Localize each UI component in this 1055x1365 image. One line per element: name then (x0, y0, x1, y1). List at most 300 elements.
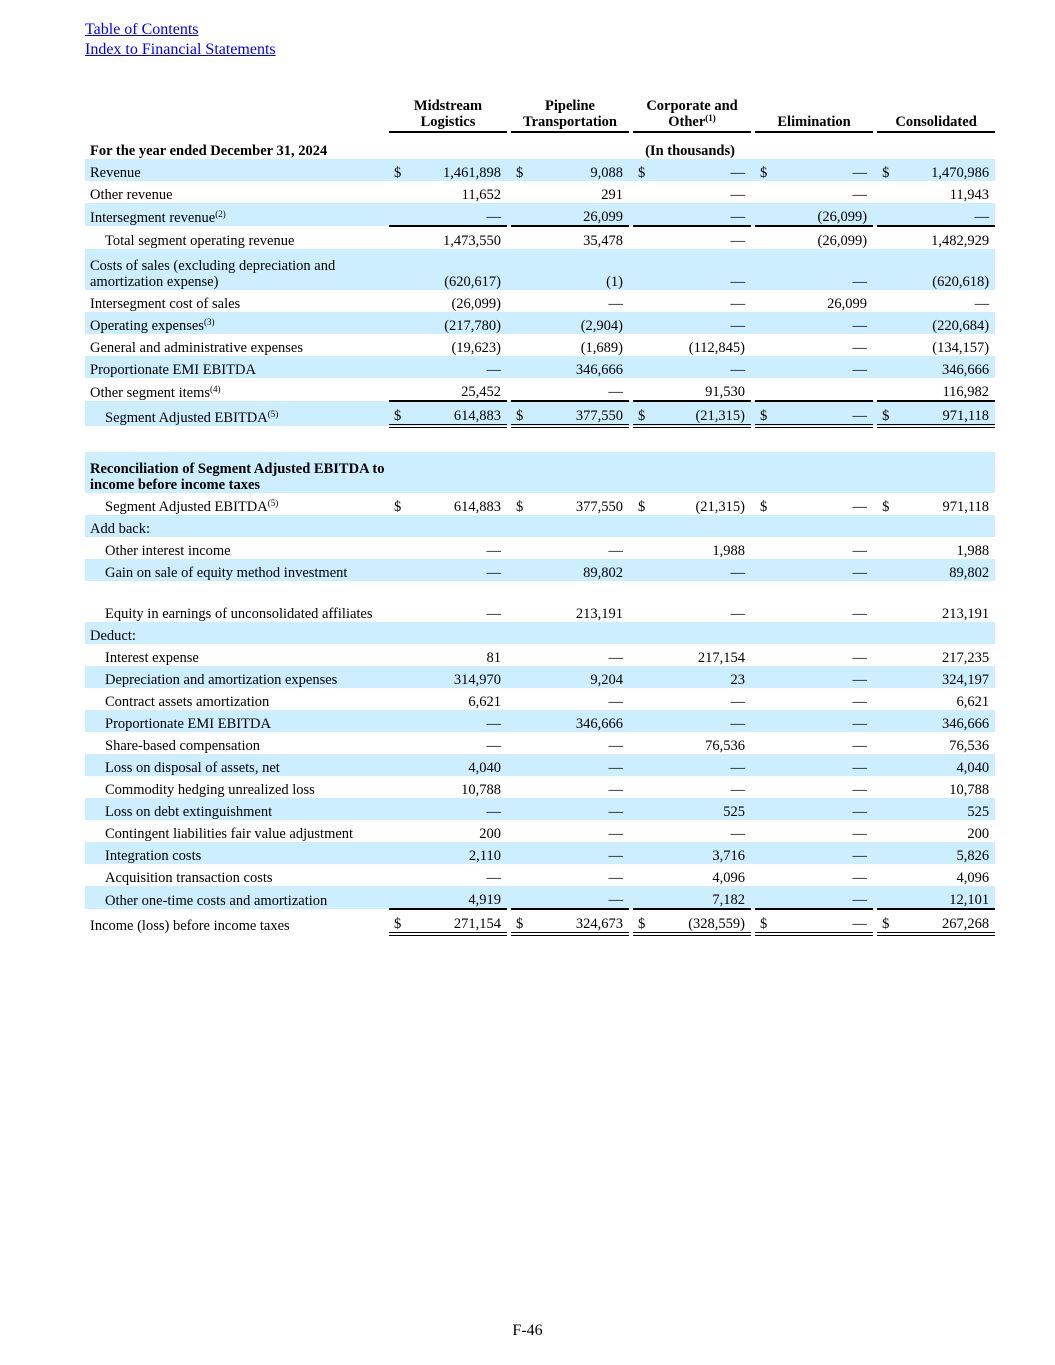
row-label-text: Reconciliation of Segment Adjusted EBITDA to income before income taxes (90, 461, 385, 493)
value-text: 377,550 (575, 408, 623, 424)
value-text: (134,157) (932, 340, 990, 356)
value-cell (529, 732, 625, 754)
row-label-text: Other one-time costs and amortization (105, 893, 328, 909)
value-text: (2,904) (580, 318, 623, 334)
currency-symbol (877, 378, 895, 401)
value-text: (112,845) (688, 340, 746, 356)
value-text: — (852, 340, 868, 356)
value-text: — (608, 826, 623, 842)
value-text: 7,182 (712, 892, 746, 908)
value-text: — (852, 274, 868, 290)
value-text: 35,478 (583, 233, 623, 249)
value-text: — (852, 804, 868, 820)
currency-symbol-text: $ (516, 408, 524, 424)
row-label (85, 203, 385, 226)
currency-symbol (389, 203, 407, 226)
currency-symbol (389, 798, 407, 820)
index-to-financial-statements-link[interactable]: Index to Financial Statements (85, 41, 276, 58)
value-cell (895, 666, 991, 688)
value-text: — (852, 499, 868, 515)
value-text: 213,191 (941, 606, 990, 622)
currency-symbol (389, 312, 407, 334)
value-cell (529, 401, 625, 426)
currency-symbol (877, 842, 895, 864)
value-cell (651, 864, 747, 886)
value-cell (529, 798, 625, 820)
column-header-row (85, 96, 995, 132)
value-text: 76,536 (949, 738, 990, 754)
currency-symbol-text: $ (516, 916, 524, 932)
currency-symbol (633, 203, 651, 226)
value-cell (651, 622, 747, 644)
value-text: 12,101 (949, 892, 990, 908)
deduct-row (85, 754, 995, 776)
value-text: — (852, 848, 868, 864)
value-cell (773, 290, 869, 312)
page-number: F-46 (512, 1322, 543, 1339)
currency-symbol (877, 732, 895, 754)
value-cell (895, 401, 991, 426)
row-label-text: Income (loss) before income taxes (90, 918, 290, 934)
value-cell (651, 226, 747, 249)
value-text: 346,666 (941, 716, 990, 732)
row-label-text: Commodity hedging unrealized loss (105, 782, 315, 798)
value-text: 4,919 (468, 892, 501, 908)
value-text: — (486, 716, 501, 732)
value-cell (773, 644, 869, 666)
value-text: 213,191 (575, 606, 623, 622)
currency-symbol (389, 688, 407, 710)
value-text: 23 (730, 672, 746, 688)
currency-symbol (511, 909, 529, 934)
table-of-contents-link[interactable]: Table of Contents (85, 21, 199, 38)
reconciliation-title-row (85, 452, 995, 493)
value-cell (651, 493, 747, 515)
row-label (85, 688, 385, 710)
currency-symbol (389, 249, 407, 290)
column-header-line1: Pipeline (545, 98, 595, 114)
value-cell (529, 622, 625, 644)
currency-symbol (633, 334, 651, 356)
currency-symbol (633, 493, 651, 515)
value-cell (407, 159, 503, 181)
currency-symbol (877, 909, 895, 934)
currency-symbol (511, 452, 529, 493)
currency-symbol (877, 754, 895, 776)
value-text: (1) (606, 274, 623, 290)
value-text: 9,088 (590, 165, 623, 181)
value-text: (220,684) (932, 318, 990, 334)
currency-symbol (633, 515, 651, 537)
value-cell (529, 581, 625, 622)
value-cell (773, 732, 869, 754)
value-cell (651, 909, 747, 934)
value-cell (773, 864, 869, 886)
currency-symbol (633, 312, 651, 334)
value-cell (651, 312, 747, 334)
value-cell (407, 581, 503, 622)
currency-symbol (755, 622, 773, 644)
currency-symbol (511, 159, 529, 181)
value-text: — (852, 650, 868, 666)
footnote-reference: (3) (203, 317, 215, 327)
value-cell (773, 622, 869, 644)
column-header-line2: Other (668, 114, 706, 130)
value-text: (19,623) (451, 340, 501, 356)
currency-symbol (877, 203, 895, 226)
currency-symbol (389, 754, 407, 776)
currency-symbol (755, 644, 773, 666)
value-cell (895, 581, 991, 622)
value-cell (773, 226, 869, 249)
currency-symbol-text: $ (760, 499, 768, 515)
value-cell (529, 181, 625, 203)
currency-symbol (877, 493, 895, 515)
value-cell (407, 181, 503, 203)
currency-symbol (511, 644, 529, 666)
value-cell (407, 378, 503, 401)
value-cell (773, 312, 869, 334)
row-label (85, 886, 385, 909)
currency-symbol (877, 666, 895, 688)
value-cell (407, 666, 503, 688)
currency-symbol (389, 666, 407, 688)
segment-row (85, 334, 995, 356)
currency-symbol (755, 203, 773, 226)
value-cell (895, 515, 991, 537)
value-text: — (608, 804, 623, 820)
value-text: — (730, 694, 746, 710)
currency-symbol-text: $ (760, 916, 768, 932)
value-cell (407, 452, 503, 493)
value-text: — (852, 187, 868, 203)
value-text: 4,040 (468, 760, 501, 776)
currency-symbol (755, 688, 773, 710)
value-text: 4,096 (712, 870, 746, 886)
row-label-text: Revenue (90, 165, 141, 181)
value-text: 6,621 (468, 694, 501, 710)
currency-symbol (877, 159, 895, 181)
value-cell (651, 581, 747, 622)
value-cell (773, 776, 869, 798)
currency-symbol (389, 710, 407, 732)
currency-symbol (755, 754, 773, 776)
value-cell (407, 754, 503, 776)
currency-symbol (755, 666, 773, 688)
row-label (85, 401, 385, 426)
value-cell (651, 203, 747, 226)
row-label (85, 378, 385, 401)
currency-symbol (633, 356, 651, 378)
value-cell (895, 644, 991, 666)
row-label-text: Segment Adjusted EBITDA (105, 499, 268, 515)
row-label-text: Gain on sale of equity method investment (105, 565, 348, 581)
currency-symbol (389, 776, 407, 798)
row-label (85, 537, 385, 559)
value-cell (529, 290, 625, 312)
value-text: — (852, 543, 868, 559)
value-text: — (852, 870, 868, 886)
currency-symbol (877, 622, 895, 644)
currency-symbol-text: $ (394, 499, 402, 515)
value-cell (773, 688, 869, 710)
value-text: 377,550 (575, 499, 623, 515)
currency-symbol (633, 754, 651, 776)
value-cell (407, 401, 503, 426)
row-label (85, 334, 385, 356)
row-label-text: Loss on debt extinguishment (105, 804, 273, 820)
value-cell (895, 334, 991, 356)
currency-symbol (511, 290, 529, 312)
currency-symbol (633, 688, 651, 710)
value-text: (21,315) (695, 408, 746, 424)
value-text: — (730, 296, 746, 312)
row-label-text: Total segment operating revenue (105, 233, 295, 249)
currency-symbol (755, 249, 773, 290)
currency-symbol (389, 226, 407, 249)
value-cell (651, 754, 747, 776)
value-cell (651, 356, 747, 378)
value-cell (773, 909, 869, 934)
top-navigation (85, 20, 276, 60)
currency-symbol (755, 401, 773, 426)
value-text: 1,988 (712, 543, 746, 559)
value-cell (407, 644, 503, 666)
value-text: — (730, 716, 746, 732)
value-text: 346,666 (941, 362, 990, 378)
value-text: — (730, 760, 746, 776)
value-text: 6,621 (956, 694, 990, 710)
row-label (85, 515, 385, 537)
value-cell (529, 886, 625, 909)
column-header-line2: Logistics (420, 114, 476, 130)
value-cell (651, 452, 747, 493)
row-label-text: Interest expense (105, 650, 199, 666)
value-text: 4,040 (956, 760, 990, 776)
value-text: — (486, 870, 501, 886)
value-cell (895, 356, 991, 378)
currency-symbol (633, 559, 651, 581)
currency-symbol (877, 290, 895, 312)
value-cell (529, 559, 625, 581)
value-text: — (852, 892, 868, 908)
currency-symbol (511, 356, 529, 378)
currency-symbol (877, 644, 895, 666)
value-cell (529, 452, 625, 493)
value-text: — (730, 209, 746, 225)
value-text: — (852, 318, 868, 334)
value-text: 2,110 (468, 848, 501, 864)
value-cell (651, 249, 747, 290)
currency-symbol (633, 452, 651, 493)
value-cell (895, 226, 991, 249)
value-text: — (730, 565, 746, 581)
value-text: 324,673 (575, 916, 623, 932)
value-cell (407, 226, 503, 249)
value-text: — (730, 187, 746, 203)
add-back-row (85, 581, 995, 622)
currency-symbol (511, 688, 529, 710)
currency-symbol (511, 334, 529, 356)
value-text: 1,988 (956, 543, 990, 559)
value-cell (773, 886, 869, 909)
currency-symbol (877, 249, 895, 290)
value-cell (773, 820, 869, 842)
value-cell (529, 249, 625, 290)
currency-symbol (755, 537, 773, 559)
value-cell (895, 290, 991, 312)
value-text: — (730, 606, 746, 622)
value-text: 116,982 (942, 384, 990, 400)
value-text: — (608, 650, 623, 666)
currency-symbol (633, 820, 651, 842)
currency-symbol (511, 820, 529, 842)
column-header-line2: Transportation (523, 114, 617, 130)
column-header-line1: Midstream (413, 98, 483, 114)
row-label-text: Intersegment revenue (90, 210, 216, 226)
value-cell (651, 820, 747, 842)
value-text: — (608, 543, 623, 559)
segment-row (85, 378, 995, 401)
row-label (85, 754, 385, 776)
segment-row (85, 312, 995, 334)
value-text: 10,788 (461, 782, 501, 798)
value-text: 81 (486, 650, 501, 666)
value-text: 200 (967, 826, 990, 842)
value-text: — (486, 565, 501, 581)
currency-symbol (511, 622, 529, 644)
value-cell (773, 203, 869, 226)
value-cell (895, 820, 991, 842)
currency-symbol (877, 559, 895, 581)
currency-symbol (755, 378, 773, 401)
row-label-text: Other interest income (105, 543, 231, 559)
value-text: (328,559) (688, 916, 746, 932)
value-cell (651, 181, 747, 203)
column-header (511, 96, 629, 132)
value-text: 9,204 (590, 672, 623, 688)
value-text: — (486, 543, 501, 559)
value-cell (773, 754, 869, 776)
row-label (85, 249, 385, 290)
value-cell (895, 732, 991, 754)
row-label-text: Share-based compensation (105, 738, 261, 754)
currency-symbol (755, 798, 773, 820)
value-cell (773, 537, 869, 559)
row-label (85, 644, 385, 666)
value-cell (407, 515, 503, 537)
value-text: 614,883 (453, 408, 501, 424)
value-text: 324,197 (941, 672, 990, 688)
value-text: — (852, 606, 868, 622)
reconciliation-ebitda-row (85, 493, 995, 515)
add-back-heading (85, 515, 995, 537)
row-label-text: Loss on disposal of assets, net (105, 760, 280, 776)
currency-symbol (633, 401, 651, 426)
value-cell (529, 909, 625, 934)
row-label-text: Deduct: (90, 628, 136, 644)
currency-symbol (389, 622, 407, 644)
row-label (85, 820, 385, 842)
deduct-row (85, 732, 995, 754)
deduct-row (85, 864, 995, 886)
value-cell (407, 688, 503, 710)
value-cell (407, 798, 503, 820)
deduct-row (85, 886, 995, 909)
value-cell (407, 356, 503, 378)
value-cell (651, 688, 747, 710)
row-label (85, 559, 385, 581)
value-text: 1,473,550 (443, 233, 501, 249)
value-text: — (852, 694, 868, 710)
currency-symbol (511, 559, 529, 581)
add-back-row (85, 559, 995, 581)
value-cell (895, 249, 991, 290)
value-cell (895, 559, 991, 581)
currency-symbol (633, 159, 651, 181)
value-cell (895, 798, 991, 820)
row-label (85, 356, 385, 378)
value-text: — (608, 738, 623, 754)
currency-symbol (389, 181, 407, 203)
value-text: — (974, 296, 990, 312)
value-text: 217,235 (941, 650, 990, 666)
value-cell (773, 559, 869, 581)
column-header-line2: Elimination (777, 114, 851, 130)
currency-symbol (877, 334, 895, 356)
value-cell (651, 644, 747, 666)
currency-symbol-text: $ (394, 408, 402, 424)
currency-symbol (511, 798, 529, 820)
row-label (85, 181, 385, 203)
currency-symbol (877, 820, 895, 842)
row-label (85, 159, 385, 181)
row-label-text: Proportionate EMI EBITDA (90, 362, 256, 378)
value-cell (651, 159, 747, 181)
column-header-line2: Consolidated (895, 114, 977, 130)
currency-symbol (633, 622, 651, 644)
column-header (755, 96, 873, 132)
value-text: 10,788 (949, 782, 990, 798)
units-label (629, 132, 751, 159)
currency-symbol (755, 776, 773, 798)
currency-symbol (511, 886, 529, 909)
value-text: — (608, 760, 623, 776)
row-label (85, 798, 385, 820)
row-label-text: Other segment items (90, 385, 211, 401)
column-header (389, 96, 507, 132)
value-text: — (852, 565, 868, 581)
value-text: (620,617) (444, 274, 501, 290)
value-cell (773, 666, 869, 688)
currency-symbol (389, 493, 407, 515)
currency-symbol (511, 203, 529, 226)
row-label (85, 493, 385, 515)
deduct-row (85, 842, 995, 864)
row-label (85, 581, 385, 622)
currency-symbol (511, 776, 529, 798)
value-text: — (608, 892, 623, 908)
value-text: — (852, 760, 868, 776)
value-cell (895, 181, 991, 203)
currency-symbol-text: $ (394, 165, 402, 181)
value-text: — (852, 672, 868, 688)
currency-symbol (389, 515, 407, 537)
footnote-reference: (2) (215, 209, 226, 219)
currency-symbol (877, 356, 895, 378)
value-cell (651, 776, 747, 798)
currency-symbol (633, 842, 651, 864)
